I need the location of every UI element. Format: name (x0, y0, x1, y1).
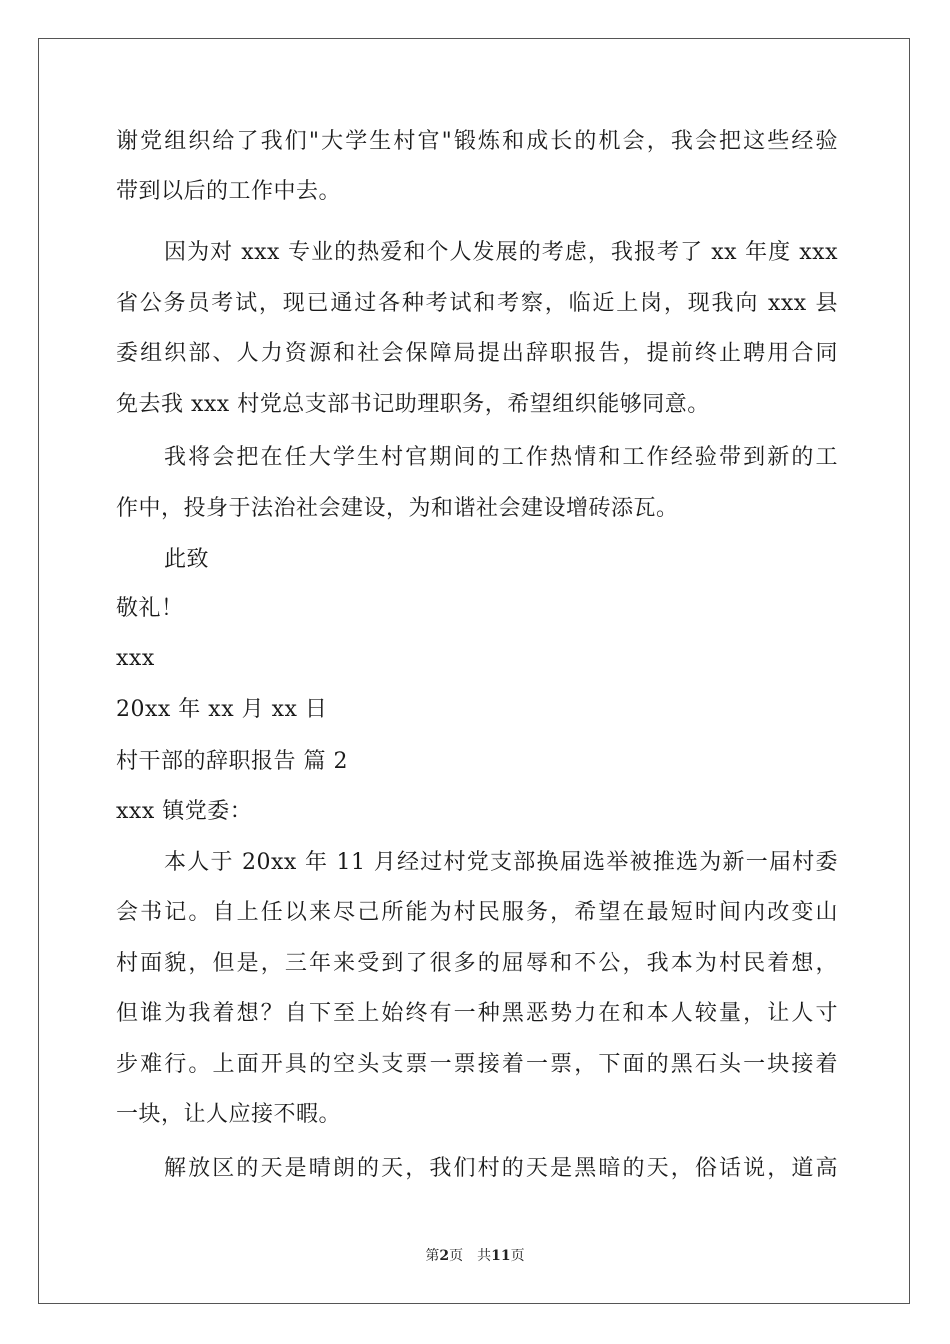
paragraph-line: 因为对 xxx 专业的热爱和个人发展的考虑，我报考了 xx 年度 xxx (164, 240, 838, 265)
paragraph-line: 免去我 xxx 村党总支部书记助理职务，希望组织能够同意。 (116, 392, 710, 417)
page-number-total: 11 (491, 1248, 511, 1264)
page-total-prefix: 共 (477, 1248, 492, 1264)
recipient: xxx 镇党委： (116, 799, 253, 824)
paragraph-line: 解放区的天是晴朗的天，我们村的天是黑暗的天，俗话说，道高 (164, 1156, 838, 1181)
paragraph-line: 委组织部、人力资源和社会保障局提出辞职报告，提前终止聘用合同 (116, 341, 838, 366)
paragraph-line: 一块，让人应接不暇。 (116, 1102, 342, 1127)
paragraph-line: 我将会把在任大学生村官期间的工作热情和工作经验带到新的工 (164, 445, 838, 470)
paragraph-line: 谢党组织给了我们"大学生村官"锻炼和成长的机会，我会把这些经验 (116, 129, 838, 154)
page-total-suffix: 页 (510, 1248, 525, 1264)
paragraph-line: 带到以后的工作中去。 (116, 179, 342, 204)
paragraph-line: 作中，投身于法治社会建设，为和谐社会建设增砖添瓦。 (116, 496, 679, 521)
page-number-suffix: 页 (449, 1248, 464, 1264)
page-number-prefix: 第 (425, 1248, 440, 1264)
paragraph-line: 村面貌，但是，三年来受到了很多的屈辱和不公，我本为村民着想， (116, 951, 838, 976)
closing-respect: 敬礼！ (116, 596, 184, 621)
page-number-current: 2 (439, 1248, 450, 1264)
letter-date: 20xx 年 xx 月 xx 日 (116, 697, 328, 722)
signature: xxx (116, 646, 155, 671)
section-title: 村干部的辞职报告 篇 2 (116, 749, 348, 774)
page-footer (0, 1246, 950, 1266)
closing-salutation: 此致 (164, 547, 210, 572)
paragraph-line: 会书记。自上任以来尽己所能为村民服务，希望在最短时间内改变山 (116, 900, 838, 925)
paragraph-line: 步难行。上面开具的空头支票一票接着一票，下面的黑石头一块接着 (116, 1052, 838, 1077)
paragraph-line: 本人于 20xx 年 11 月经过村党支部换届选举被推选为新一届村委 (164, 850, 838, 875)
paragraph-line: 但谁为我着想？自下至上始终有一种黑恶势力在和本人较量，让人寸 (116, 1001, 838, 1026)
paragraph-line: 省公务员考试，现已通过各种考试和考察，临近上岗，现我向 xxx 县 (116, 291, 838, 316)
